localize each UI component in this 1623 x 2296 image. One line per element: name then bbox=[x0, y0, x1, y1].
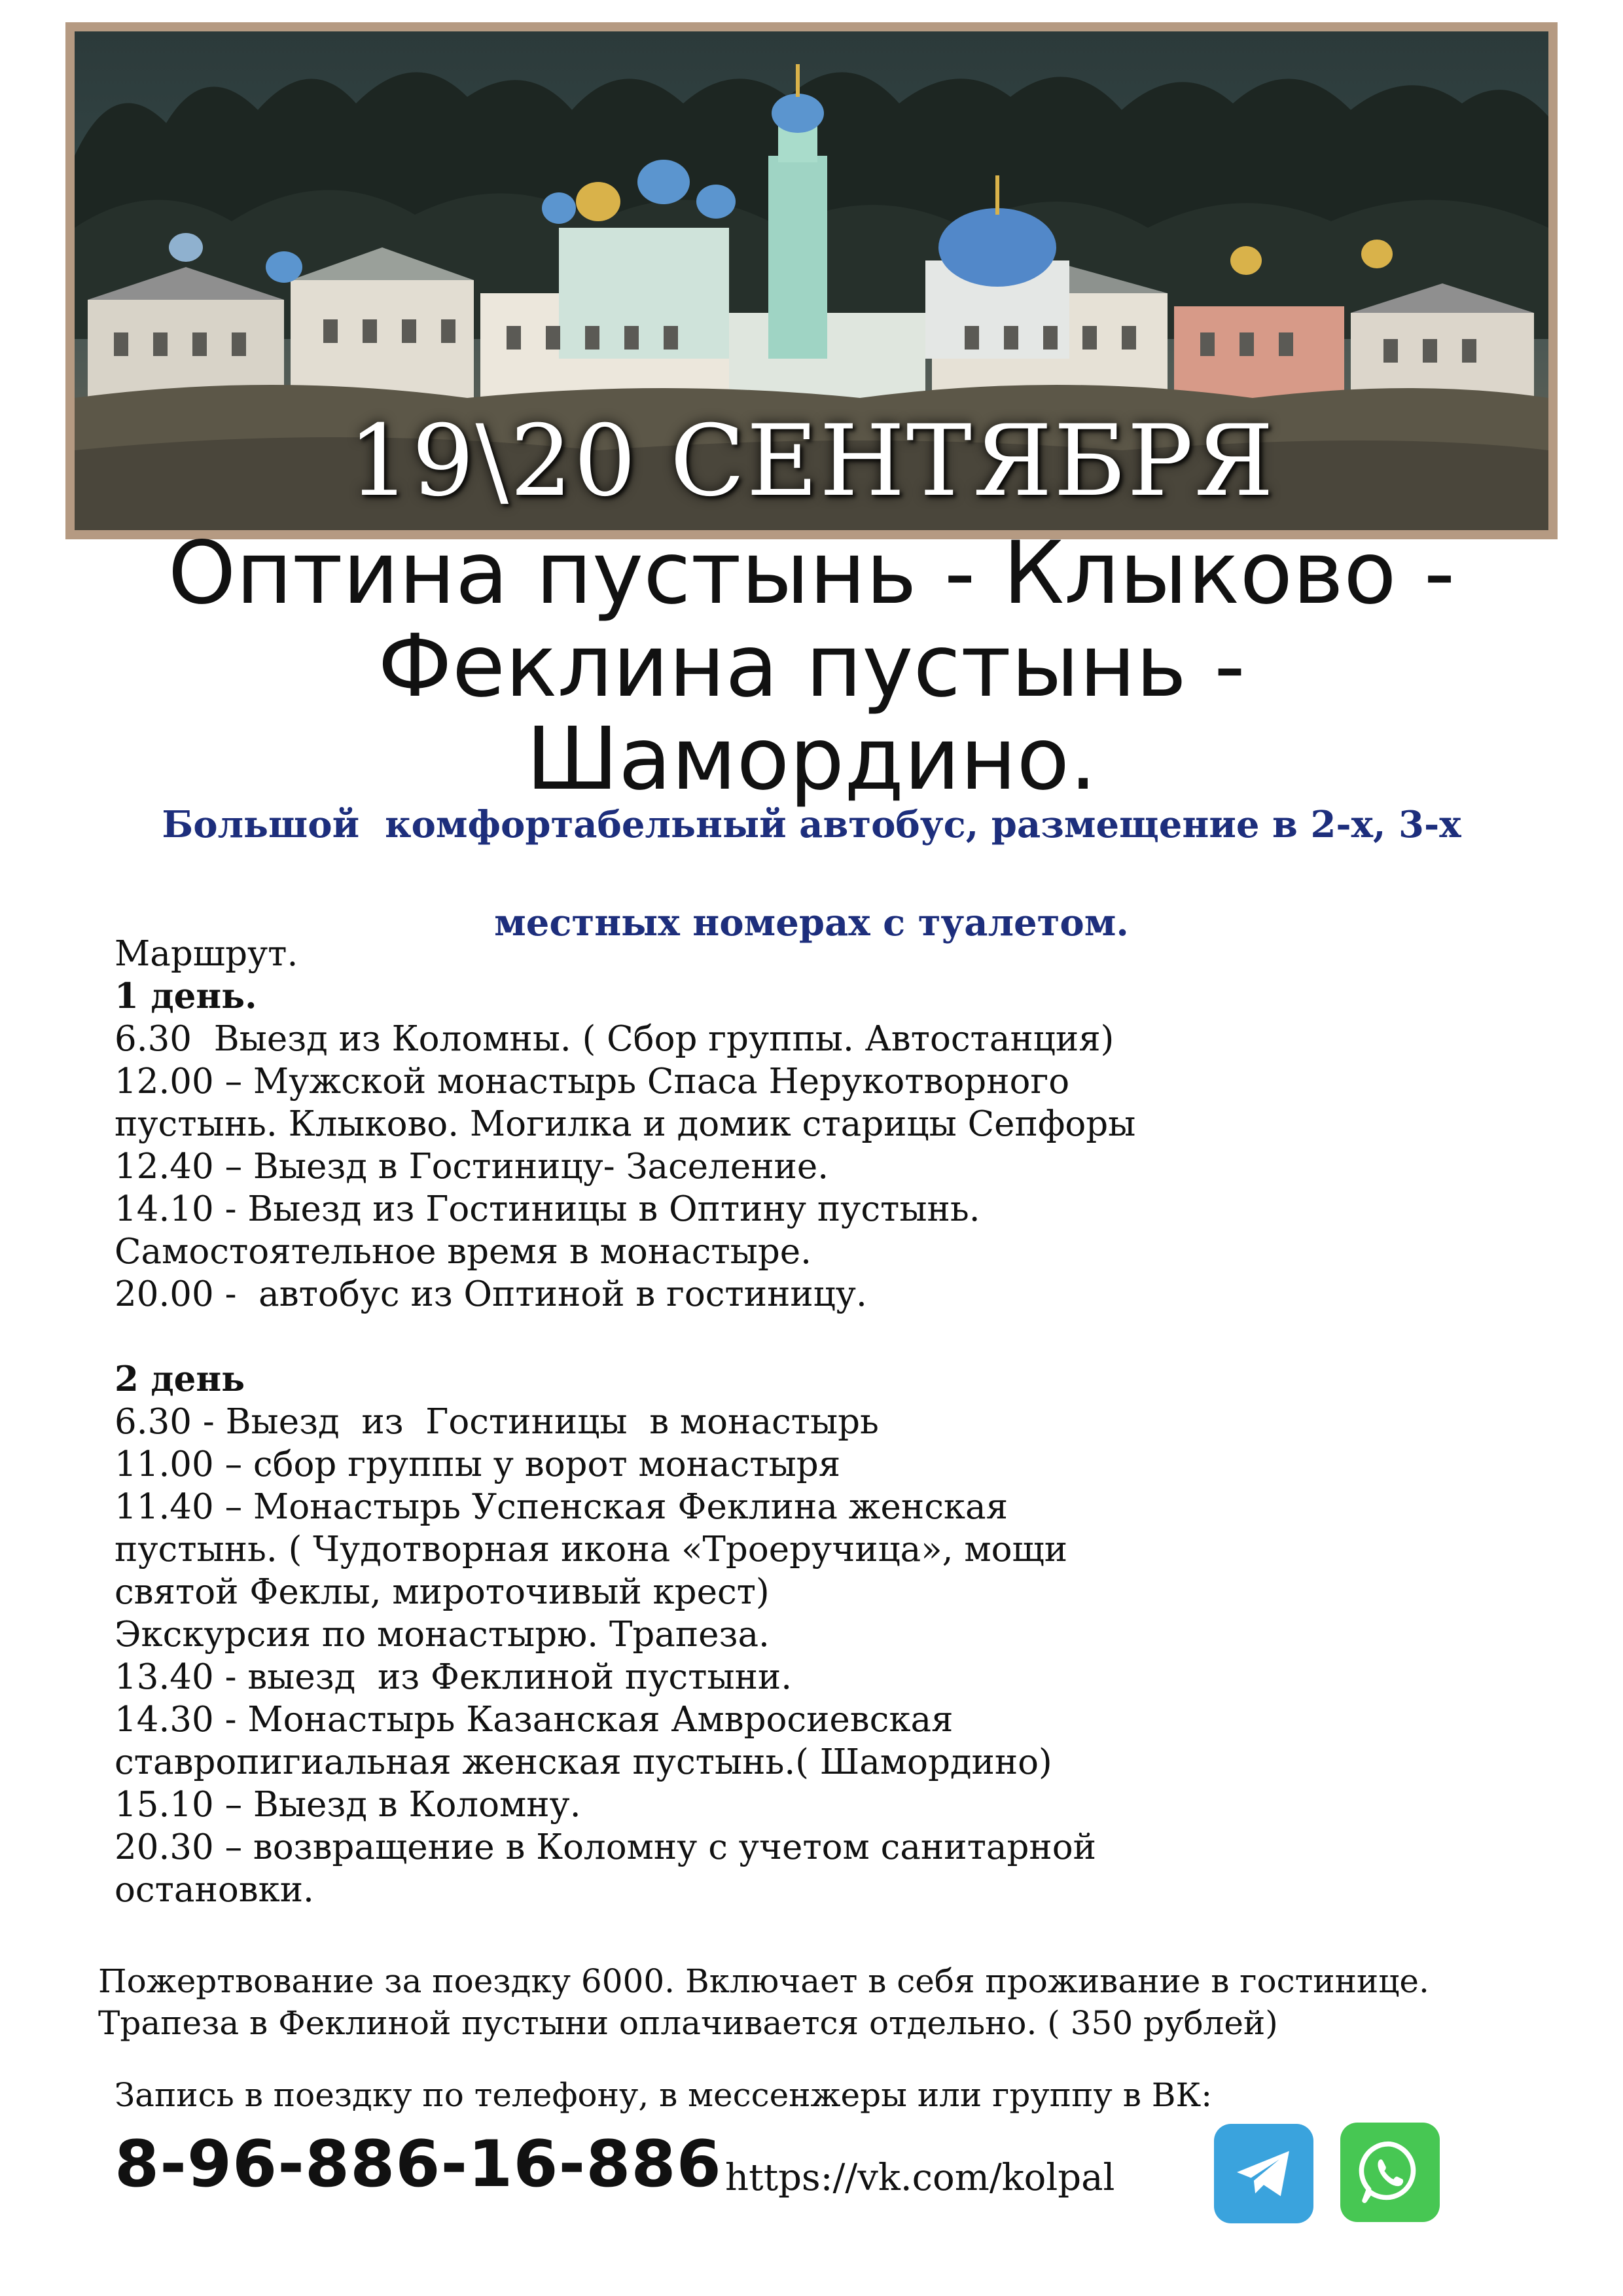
title-line: Феклина пустынь - bbox=[378, 616, 1245, 717]
route-item: 11.00 – сбор группы у ворот монастыря bbox=[115, 1444, 841, 1484]
route-item: пустынь. Клыково. Могилка и домик старицы Сепфоры bbox=[115, 1104, 1136, 1144]
route-item: святой Феклы, мироточивый крест) bbox=[115, 1572, 770, 1612]
phone-number[interactable]: 8-96-886-16-886 bbox=[115, 2127, 722, 2202]
route-item: 14.10 - Выезд из Гостиницы в Оптину пустынь. bbox=[115, 1189, 980, 1229]
subtitle-line: Большой комфортабельный автобус, размещение в 2-х, 3-х bbox=[162, 803, 1461, 846]
price-line: Пожертвование за поездку 6000. Включает в себя проживание в гостинице. bbox=[98, 1962, 1429, 2000]
price-line: Трапеза в Феклиной пустыни оплачивается отдельно. ( 350 рублей) bbox=[98, 2004, 1278, 2042]
telegram-plane-icon bbox=[1228, 2138, 1299, 2209]
route-item: Самостоятельное время в монастыре. bbox=[115, 1232, 812, 1272]
price-section bbox=[98, 1960, 1577, 2044]
day2-title: 2 день bbox=[115, 1359, 245, 1399]
whatsapp-icon[interactable] bbox=[1340, 2123, 1440, 2222]
title-line: Оптина пустынь - Клыково - bbox=[168, 523, 1455, 624]
route-item: ставропигиальная женская пустынь.( Шамордино) bbox=[115, 1742, 1052, 1782]
spacer bbox=[115, 1316, 1358, 1358]
route-item: остановки. bbox=[115, 1870, 314, 1910]
banner-date: 19\20 СЕНТЯБРЯ bbox=[348, 404, 1275, 518]
route-item: 14.30 - Монастырь Казанская Амвросиевская bbox=[115, 1700, 954, 1740]
telegram-icon[interactable] bbox=[1214, 2124, 1313, 2223]
route-item: Экскурсия по монастырю. Трапеза. bbox=[115, 1615, 770, 1655]
route-item: 20.30 – возвращение в Коломну с учетом санитарной bbox=[115, 1827, 1096, 1867]
page-title bbox=[52, 523, 1571, 810]
route-section bbox=[115, 933, 1358, 1911]
subtitle-line: местных номерах с туалетом. bbox=[494, 901, 1129, 944]
title-line: Шамордино. bbox=[526, 709, 1097, 810]
route-item: 11.40 – Монастырь Успенская Феклина женская bbox=[115, 1487, 1008, 1527]
whatsapp-phone-icon bbox=[1355, 2137, 1425, 2208]
route-heading: Маршрут. bbox=[115, 934, 298, 974]
route-item: 12.00 – Мужской монастырь Спаса Нерукотворного bbox=[115, 1062, 1070, 1102]
route-item: 13.40 - выезд из Феклиной пустыни. bbox=[115, 1657, 793, 1697]
vk-link[interactable]: https://vk.com/kolpal bbox=[725, 2157, 1115, 2199]
route-item: 20.00 - автобус из Оптиной в гостиницу. bbox=[115, 1274, 867, 1314]
route-item: пустынь. ( Чудотворная икона «Троеручица», мощи bbox=[115, 1530, 1068, 1570]
route-item: 6.30 Выезд из Коломны. ( Сбор группы. Автостанция) bbox=[115, 1019, 1115, 1059]
route-item: 15.10 – Выезд в Коломну. bbox=[115, 1785, 581, 1825]
route-item: 6.30 - Выезд из Гостиницы в монастырь bbox=[115, 1402, 879, 1442]
route-item: 12.40 – Выезд в Гостиницу- Заселение. bbox=[115, 1147, 829, 1187]
banner-frame bbox=[65, 22, 1558, 539]
day1-title: 1 день. bbox=[115, 976, 257, 1016]
monastery-photo bbox=[75, 31, 1548, 530]
booking-text: Запись в поездку по телефону, в мессенжеры или группу в ВК: bbox=[115, 2076, 1213, 2114]
